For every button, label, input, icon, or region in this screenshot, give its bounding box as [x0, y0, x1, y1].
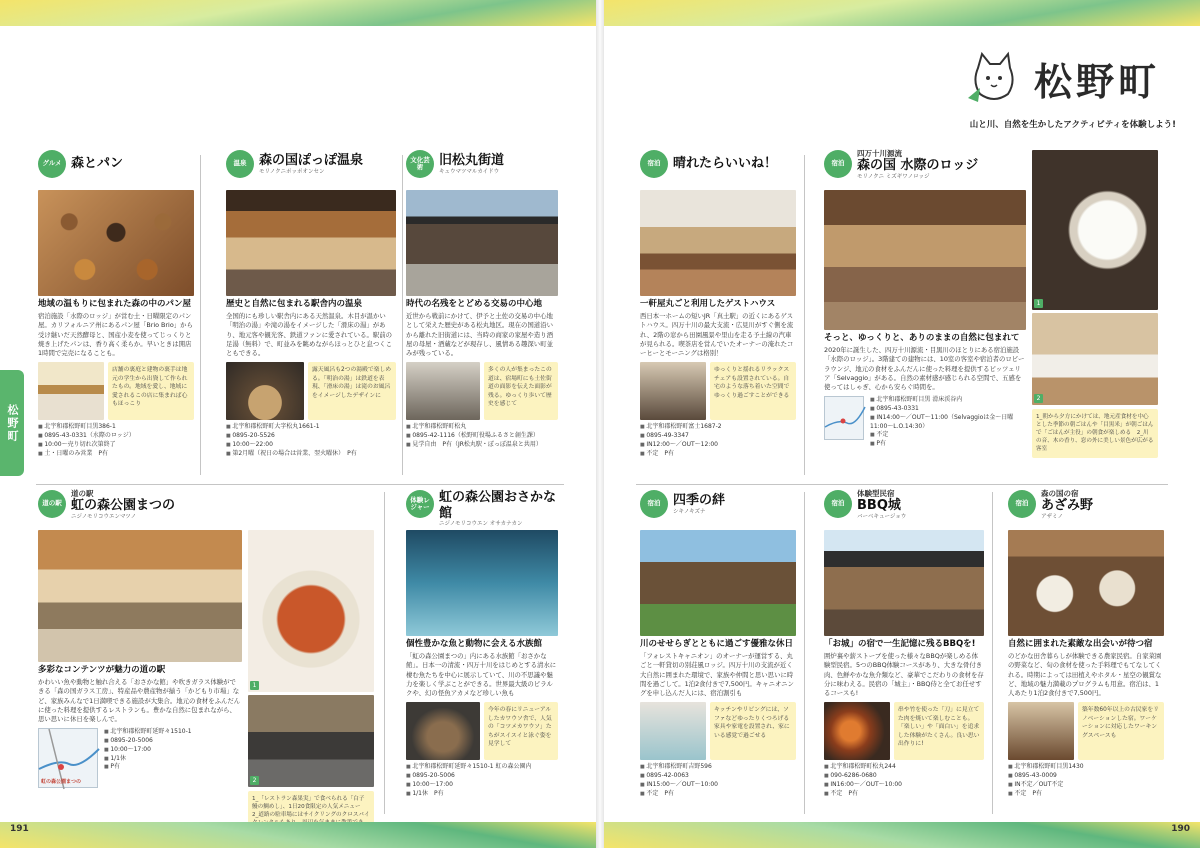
article-body: 2020年に誕生した、四万十川源流・目黒川のほとりにある宿泊施設「水際のロッジ」。3階建ての建物には、10室の客室や宿泊者のロビーラウンジ、地元の食材をふんだんに使った料理を提供するピッツェリア「Selvaggio」がある。自然の素材感が感じられる空間で、五感を使ってはしゃぎ、心から安らぐ時間を。 — [824, 346, 1025, 392]
article-bbq — [824, 490, 984, 816]
bbq-castle-photo — [824, 530, 984, 636]
info-list: ■ 北宇和郡松野町目黒1430 ■ 0895-43-0009 ■ IN不定／OUT不定 ■ 不定 P有 — [1008, 763, 1164, 798]
page-gutter — [596, 0, 604, 848]
category-badge: 文化芸術 — [406, 150, 434, 178]
category-badge: グルメ — [38, 150, 66, 178]
article-onsen — [226, 150, 396, 480]
article-lead: 歴史と自然に包まれる駅舎内の温泉 — [226, 299, 363, 309]
rice-bowl-photo: 1 — [1032, 150, 1158, 310]
article-osakana — [406, 490, 558, 816]
article-prefix: 道の駅 — [71, 489, 94, 498]
living-room-thumb — [640, 702, 706, 760]
guest-room-photo: 2 — [1032, 313, 1158, 405]
article-kana: キュウマツマルカイドウ — [439, 168, 500, 175]
article-body: 囲炉裏や薪ストーブを使った様々なBBQが楽しめる体験型民宿。5つのBBQ体験コースがあり、大きな骨付き肉、色鮮やかな魚介類など、豪華でこだわりの食材を存分に味わえる。民宿の「城主」・BBQ侍と全てお任せするコースも! — [824, 652, 984, 698]
info-list: ■ 北宇和郡松野町延野々1510-1 虹の森公園内 ■ 0895-20-5006 ■ 10:00～17:00 ■ 1/1休 P有 — [406, 763, 558, 798]
article-title: 虹の森公園まつの — [71, 498, 176, 514]
info-list: ■ 北宇和郡松野町富士1687-2 ■ 0895-49-3347 ■ IN12:00～／OUT～12:00 ■ 不定 P有 — [640, 423, 796, 458]
column-divider — [384, 492, 385, 814]
town-header — [964, 48, 1160, 108]
column-divider — [804, 155, 805, 475]
category-badge: 宿泊 — [640, 490, 668, 518]
meal-photo — [1008, 530, 1164, 636]
column-divider — [200, 155, 201, 475]
category-badge: 宿泊 — [824, 150, 852, 178]
article-title: 森の国 水際のロッジ — [857, 158, 979, 174]
photo-note: キッチンやリビングには、ソファなどゆったりくつろげる家具や家電を設置され、家にいる感覚で過ごせる — [710, 702, 796, 760]
article-lead: 時代の名残をとどめる交易の中心地 — [406, 299, 543, 309]
photo-caption: 1_朝から夕方にかけては、地元産食材を中心とした季節の朝ごはんや「目黒米」が朝ごはんで「ごはんが主役」の朝食が楽しめる 2_川の音、木の香り、窓の外に美しい景色が広がる客室 — [1032, 409, 1158, 458]
article-title: 森とパン — [71, 156, 124, 172]
side-tab[interactable]: 松野町 — [0, 370, 24, 476]
area-map[interactable] — [824, 396, 864, 440]
page-number: 191 — [10, 824, 29, 834]
article-kana: モリノクニ ミズギワノロッジ — [857, 173, 930, 180]
aquarium-photo — [406, 530, 558, 636]
category-badge: 道の駅 — [38, 490, 66, 518]
article-kana: ニジノモリコウエンマツノ — [71, 513, 137, 520]
column-divider — [402, 155, 403, 475]
otter-thumb — [406, 702, 480, 760]
lodge-lounge-photo — [824, 190, 1026, 330]
article-shiki — [640, 490, 796, 816]
article-title: 晴れたらいいね！ — [673, 156, 778, 172]
article-body: のどかな田舎暮らしが体験できる農家民宿。自家菜園の野菜など、旬の食材を使った手料理でもてなしてくれる。時期によっては田植えやホタル・星空の観賞など、地域の魅力満載のプログラムも用意。宿泊は、1人あたり1泊2食付きで7,500円。 — [1008, 652, 1162, 698]
row-divider — [636, 484, 1168, 485]
info-list: ■ 北宇和郡松野町吉野596 ■ 0895-42-0063 ■ IN15:00～／OUT～10:00 ■ 不定 P有 — [640, 763, 796, 798]
article-title: 虹の森公園おさかな館 — [439, 490, 557, 521]
onsen-interior-photo — [226, 190, 396, 296]
article-body: 「フォレストキャニオン」のオーナーが運営する、丸ごと一軒貸切の別荘風ロッジ。四万十川の支流が近く大自然に囲まれた環境で、家族や仲間と思い思いに時間を過ごして。1泊2食付きで7,500円。キャニオニングを申し込んだ人には、宿泊割引も — [640, 652, 794, 698]
guesthouse-room-photo — [640, 190, 796, 296]
article-title: 旧松丸街道 — [439, 152, 505, 168]
photo-note: 築年数60年以上の古民家をリノベーションした宿。ワーケーションに対応したワーキングスペースも — [1078, 702, 1164, 760]
article-lead: 多彩なコンテンツが魅力の道の駅 — [38, 665, 166, 675]
farmhouse-room-thumb — [1008, 702, 1074, 760]
article-haretara — [640, 150, 796, 480]
cabin-photo — [640, 530, 796, 636]
article-body: かわいい魚や動物と触れ合える「おさかな館」や吹きガラス体験ができる「森の国ガラス工房」、特産品や農産物が揃う「かどもり市場」など、家族みんなで1日満喫できる施設が大集合。地元の食材をふんだんに使った料理を提供するレストランも。豊かな自然に包まれながら、思い思いに休日を楽しんで。 — [38, 678, 241, 724]
market-interior-photo — [38, 530, 242, 662]
category-badge: 温泉 — [226, 150, 254, 178]
article-lead: 個性豊かな魚と動物に会える水族館 — [406, 639, 543, 649]
category-badge: 宿泊 — [640, 150, 668, 178]
article-mori-to-pan — [38, 150, 194, 480]
info-list: ■ 北宇和郡松野町大字松丸1661-1 ■ 0895-20-5526 ■ 10:00～22:00 ■ 第2月曜（祝日の場合は営業、翌火曜休） P有 — [226, 423, 396, 458]
article-kana: ニジノモリコウエン オサカナカン — [439, 521, 523, 528]
column-divider — [992, 492, 993, 814]
article-lead: 川のせせらぎとともに過ごす優雅な休日 — [640, 639, 794, 649]
category-badge: 宿泊 — [824, 490, 852, 518]
article-lead: そっと、ゆっくりと、ありのままの自然に包まれて — [824, 333, 1020, 343]
map-label: 虹の森公園まつの — [41, 779, 82, 786]
dish-photo: 1 — [248, 530, 374, 692]
article-title: あざみ野 — [1041, 498, 1094, 514]
category-badge: 体験レジャー — [406, 490, 434, 518]
article-title: 四季の絆 — [673, 492, 726, 508]
top-decorative-band — [0, 0, 596, 26]
photo-note: 店舗の裏庭と建物の裏手は地元の学生から出資して作られたもの。地域を愛し、地域に愛されるこの店に集まれば心もほっこり — [108, 362, 194, 420]
historic-photo-thumb — [406, 362, 480, 420]
chair-thumb — [640, 362, 706, 420]
article-kana: アザミノ — [1041, 513, 1064, 520]
article-lead: 一軒屋丸ごと利用したゲストハウス — [640, 299, 776, 309]
town-name: 松野町 — [1033, 58, 1160, 104]
photo-note: 串や竹を使った「刀」に見立てた肉を焼いて楽しむことも。「楽しい」や「面白い」を追求した体験がたくさん。良い思い出作りに! — [894, 702, 984, 760]
bottom-decorative-band — [604, 822, 1200, 848]
photo-note: 多くの人が集まったこの道は、宿場町にも土佐街道の面影を伝えた面影が残る。ゆっくり歩いて歴史を感じて — [484, 362, 558, 420]
page-number: 190 — [1171, 824, 1190, 834]
shop-thumb — [38, 362, 104, 420]
bath-thumb — [226, 362, 304, 420]
article-mizugiwa — [824, 150, 1164, 480]
photo-caption: 1_「レストラン森果実」で食べられる「白子鰻の鯛めし」、1日20食限定の人気メニュー 2_道路の駐車場にはサイクリングのクロスバイ — [248, 791, 374, 848]
photo-note: 露天風呂も2つの湯殿で楽しめる。「明治の湯」は鉄道を表現、「滑床の湯」は滝のお風呂をイメージしたデザインに — [308, 362, 396, 420]
article-kana: モリノクニポッポオンセン — [259, 168, 325, 175]
article-title: BBQ城 — [857, 498, 901, 514]
cat-mascot-icon — [964, 48, 1024, 108]
top-decorative-band — [604, 0, 1200, 26]
article-prefix: 森の国の宿 — [1041, 489, 1079, 498]
article-michinoeki — [38, 489, 376, 819]
bottom-decorative-band — [0, 822, 596, 848]
article-body: 近世から戦前にかけて、伊予と土佐の交易の中心地として栄えた歴史がある松丸地区。現在の国道沿いから離れた旧街道には、当時の商家の家屋や造り酒屋の母屋・酒蔵などが現存し、風情ある趣深い町並みが残っている。 — [406, 312, 553, 358]
info-list: ■ 北宇和郡松野町目黒 滑床渓谷内 ■ 0895-43-0331 ■ IN14:00～／OUT～11:00（Selvaggioは金～日曜11:00～L.O.14:30） ■ 不定 ■ P有 — [870, 396, 1026, 448]
article-body: 宿泊施設「水際のロッジ」が営む土・日曜限定のパン屋。カリフォルニア州にあるパン屋「Brio Brio」から受け継いだ天然酵母と、国産小麦を使ってじっくりと焼き上げたパンは、香り高く柔らか。早いときは開店1時間で完売になることも。 — [38, 312, 193, 358]
article-body: 「虹の森公園まつの」内にある水族館「おさかな館」。日本一の清流・四万十川をはじめとする清水に棲む魚たちを中心に展示していて、川の不思議や魅力を楽しく学ぶことができる。世界最大級のピラルクや、幻の怪魚アカメなど珍しい魚も — [406, 652, 557, 698]
info-list: ■ 北宇和郡松野町松丸244 ■ 090-6286-0680 ■ IN16:00～／OUT～10:00 ■ 不定 P有 — [824, 763, 984, 798]
article-body: 全国的にも珍しい駅舎内にある天然温泉。木目が温かい「明治の湯」や滝の湯をイメージした「滑床の湯」があり、地元客や観光客、鉄道ファンに愛されている。駅前の足湯（無料）で、町並みを眺めながらほっとひと息つくこともできる。 — [226, 312, 393, 358]
article-kaido — [406, 150, 558, 480]
bread-photo — [38, 190, 194, 296]
area-map[interactable] — [38, 728, 98, 788]
left-page — [0, 0, 596, 848]
bicycle-rental-photo: 2 — [248, 695, 374, 787]
row-divider — [36, 484, 564, 485]
article-prefix: 体験型民宿 — [857, 489, 895, 498]
info-list: ■ 北宇和郡松野町延野々1510-1 ■ 0895-20-5006 ■ 10:00～17:00 ■ 1/1休 ■ P有 — [104, 728, 192, 788]
article-azamino — [1008, 490, 1164, 816]
photo-note: 今年の春にリニューアルしたカワウソ舎で、人気の「コツメカワウソ」たちがスイスイと泳ぐ姿を見学して — [484, 702, 558, 760]
article-kana: バーベキュージョウ — [857, 513, 907, 520]
right-page — [604, 0, 1200, 848]
article-prefix: 四万十川源流 — [857, 149, 902, 158]
article-title: 森の国ぽっぽ温泉 — [259, 152, 364, 168]
category-badge: 宿泊 — [1008, 490, 1036, 518]
info-list: ■ 北宇和郡松野町松丸 ■ 0895-42-1116（松野町役場ふるさと創生課） ■ 見学自由 P有（JR松丸駅・ぽっぽ温泉と共用） — [406, 423, 558, 449]
article-lead: 「お城」の宿で一生記憶に残るBBQを! — [824, 639, 976, 649]
article-kana: シキノキズナ — [673, 508, 706, 515]
article-lead: 地域の温もりに包まれた森の中のパン屋 — [38, 299, 192, 309]
tagline: 山と川、自然を生かしたアクティビティを体験しよう! — [969, 120, 1176, 130]
bbq-food-thumb — [824, 702, 890, 760]
street-photo — [406, 190, 558, 296]
info-list: ■ 北宇和郡松野町目黒386-1 ■ 0895-43-0331（水際のロッジ） ■ 10:00～売り切れ次第終了 ■ 土・日曜のみ営業 P有 — [38, 423, 194, 458]
photo-note: ゆっくりと揺れるリラックスチェアも設置されている。自宅のような落ち着いた空間でゆっくり過ごすことができる — [710, 362, 796, 420]
article-body: 西日本一ホームの短いJR「真土駅」の近くにあるゲストハウス。四万十川の最大支流・広見川がすぐ側を流れ、2階の窓から田園風景や里山を走る予土線の汽車が見られる。喫茶店を営んでいたオーナーの淹れたコーヒーとモーニングは格別！ — [640, 312, 794, 358]
article-lead: 自然に囲まれた素敵な出会いが待つ宿 — [1008, 639, 1153, 649]
column-divider — [804, 492, 805, 814]
